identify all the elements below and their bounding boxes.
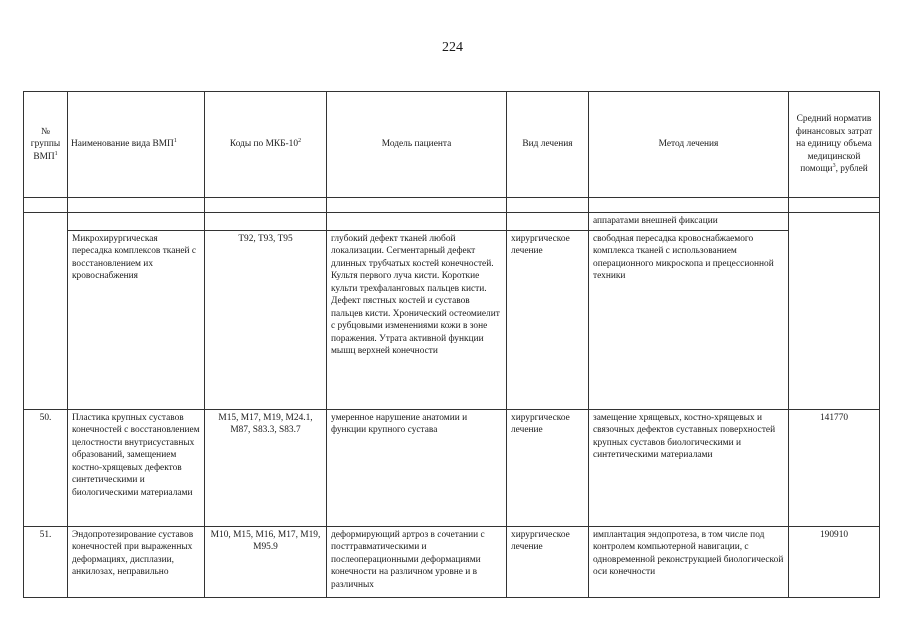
spacer-row [24, 198, 880, 213]
continuation-method: аппаратами внешней фиксации [589, 213, 789, 231]
treatment-method: имплантация эндопротеза, в том числе под контролем компьютерной навигации, с одновременной реконструкцией биологической оси конечности [589, 526, 789, 597]
header-vmp-name: Наименование вида ВМП$^1$ [68, 92, 205, 198]
table-row [24, 230, 880, 409]
header-treatment-type: Вид лечения [507, 92, 589, 198]
vmp-name: Эндопротезирование суставов конечностей при выраженных деформациях, дисплазии, анкилозах, неправильно [68, 526, 205, 597]
table-row [24, 526, 880, 597]
cost-norm: 190910 [789, 526, 880, 597]
table-row [24, 409, 880, 526]
cost-norm: 141770 [789, 409, 880, 526]
treatment-type: хирургическое лечение [507, 526, 589, 597]
page-number: 224 [442, 40, 463, 55]
patient-model: умеренное нарушение анатомии и функции крупного сустава [327, 409, 507, 526]
patient-model: деформирующий артроз в сочетании с посттравматическими и послеоперационными деформациями конечности на различном уровне и в различных [327, 526, 507, 597]
header-treatment-method: Метод лечения [589, 92, 789, 198]
vmp-name: Пластика крупных суставов конечностей с восстановлением целостности внутрисуставных образований, замещением костно-хрящевых дефектов синтетическими и биологическими материалами [68, 409, 205, 526]
vmp-name: Микрохирургическая пересадка комплексов тканей с восстановлением их кровоснабжения [68, 230, 205, 409]
header-row [24, 92, 880, 198]
header-icd-codes: Коды по МКБ-$10^2$ [205, 92, 327, 198]
treatment-type: хирургическое лечение [507, 409, 589, 526]
icd-codes: M10, M15, M16, M17, M19, M95.9 [205, 526, 327, 597]
continuation-row [24, 213, 880, 231]
treatment-type: хирургическое лечение [507, 230, 589, 409]
treatment-method: замещение хрящевых, костно-хрящевых и связочных дефектов суставных поверхностей крупных суставов биологическими и синтетическими материалами [589, 409, 789, 526]
header-patient-model: Модель пациента [327, 92, 507, 198]
group-number: 51. [24, 526, 68, 597]
patient-model: глубокий дефект тканей любой локализации. Сегментарный дефект длинных трубчатых костей конечностей. Культя первого луча кисти. Короткие культи трехфаланговых пальцев кисти. Дефект пястных костей и суставов пальцев кисти. Хронический остеомиелит с рубцовыми изменениями кожи в зоне поражения. Утрата активной функции мышц верхней конечности [327, 230, 507, 409]
header-group-number: № группы ВМП$^1$ [24, 92, 68, 198]
treatment-method: свободная пересадка кровоснабжаемого комплекса тканей с использованием операционного микроскопа и прецессионной техники [589, 230, 789, 409]
vmp-table [23, 91, 880, 598]
icd-codes: M15, M17, M19, M24.1, M87, S83.3, S83.7 [205, 409, 327, 526]
icd-codes: T92, T93, T95 [205, 230, 327, 409]
header-cost-norm: Средний норматив финансовых затрат на единицу объема медицинской помощи$^3$, рублей [789, 92, 880, 198]
group-number: 50. [24, 409, 68, 526]
